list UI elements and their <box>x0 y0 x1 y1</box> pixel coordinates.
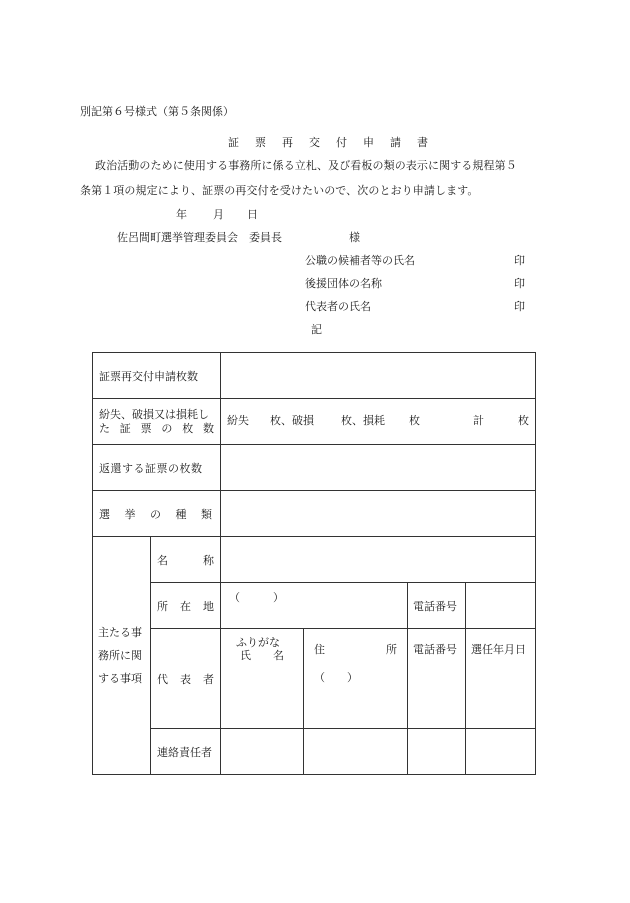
title-char: 書 <box>417 136 428 149</box>
furigana-label: ふりがな <box>236 636 280 649</box>
office-location-field[interactable]: （ ） <box>221 583 408 629</box>
reissue-count-label: 証票再交付申請枚数 <box>93 353 221 399</box>
count-unit: 枚 <box>518 413 529 427</box>
contact-person-label: 連絡責任者 <box>151 729 221 775</box>
form-number-label: 別記第６号様式（第５条関係） <box>80 105 234 118</box>
lost-count-label: 紛失、破損又は損耗し た 証 票 の 枚 数 <box>93 399 221 445</box>
representative-address-cell[interactable]: 住 所 （ ） <box>304 629 408 729</box>
table-row <box>93 353 536 399</box>
table-row <box>93 445 536 491</box>
lost-count-field[interactable] <box>221 399 536 445</box>
form-title <box>228 137 428 148</box>
contact-address-field[interactable] <box>304 729 408 775</box>
damaged-text: 枚、破損 <box>270 413 314 427</box>
ki-label: 記 <box>311 323 322 336</box>
office-section-label: 主たる事 務所に関 する事項 <box>93 537 151 775</box>
support-group-label: 後援団体の名称 <box>305 277 382 290</box>
office-name-label: 名 称 <box>151 537 221 583</box>
addressee: 佐呂間町選挙管理委員会 委員長 <box>117 231 282 244</box>
appointed-date-label: 選任年月日 <box>466 629 536 729</box>
body-line-1: 政治活動のために使用する事務所に係る立札、及び看板の類の表示に関する規程第５ <box>95 159 517 172</box>
title-char: 再 <box>282 136 293 149</box>
returned-count-label: 返還する証票の枚数 <box>93 445 221 491</box>
date-month-label: 月 <box>213 208 224 221</box>
representative-name-cell[interactable]: ふりがな 氏 名 <box>221 629 304 729</box>
election-type-label: 選 挙 の 種 類 <box>93 491 221 537</box>
office-phone-label: 電話番号 <box>408 583 466 629</box>
title-char: 付 <box>336 136 347 149</box>
contact-phone-field[interactable] <box>408 729 466 775</box>
worn-text: 枚、損耗 <box>341 413 385 427</box>
date-day-label: 日 <box>247 208 258 221</box>
office-location-label: 所 在 地 <box>151 583 221 629</box>
table-row <box>93 491 536 537</box>
body-line-2: 条第１項の規定により、証票の再交付を受けたいので、次のとおり申請します。 <box>80 184 479 197</box>
addressee-honorific: 様 <box>349 231 360 244</box>
table-row <box>93 583 536 629</box>
seal-mark: 印 <box>514 300 525 313</box>
title-char: 交 <box>309 136 320 149</box>
election-type-field[interactable] <box>221 491 536 537</box>
candidate-name-label: 公職の候補者等の氏名 <box>305 254 415 267</box>
office-phone-field[interactable] <box>466 583 536 629</box>
total-text: 計 <box>473 413 484 427</box>
representative-name-label: 代表者の氏名 <box>305 300 371 313</box>
table-row <box>93 537 536 583</box>
representative-label: 代 表 者 <box>151 629 221 729</box>
office-name-field[interactable] <box>221 537 536 583</box>
title-char: 請 <box>390 136 401 149</box>
title-char: 票 <box>255 136 266 149</box>
table-row <box>93 399 536 445</box>
seal-mark: 印 <box>514 277 525 290</box>
contact-extra-field[interactable] <box>466 729 536 775</box>
table-row <box>93 629 536 729</box>
table-row <box>93 729 536 775</box>
title-char: 申 <box>363 136 374 149</box>
count-unit: 枚 <box>409 413 420 427</box>
contact-name-field[interactable] <box>221 729 304 775</box>
reissue-count-field[interactable] <box>221 353 536 399</box>
lost-text: 紛失 <box>227 413 249 427</box>
title-char: 証 <box>228 136 239 149</box>
application-table <box>92 352 536 775</box>
seal-mark: 印 <box>514 254 525 267</box>
date-year-label: 年 <box>176 208 187 221</box>
returned-count-field[interactable] <box>221 445 536 491</box>
representative-phone-label: 電話番号 <box>408 629 466 729</box>
